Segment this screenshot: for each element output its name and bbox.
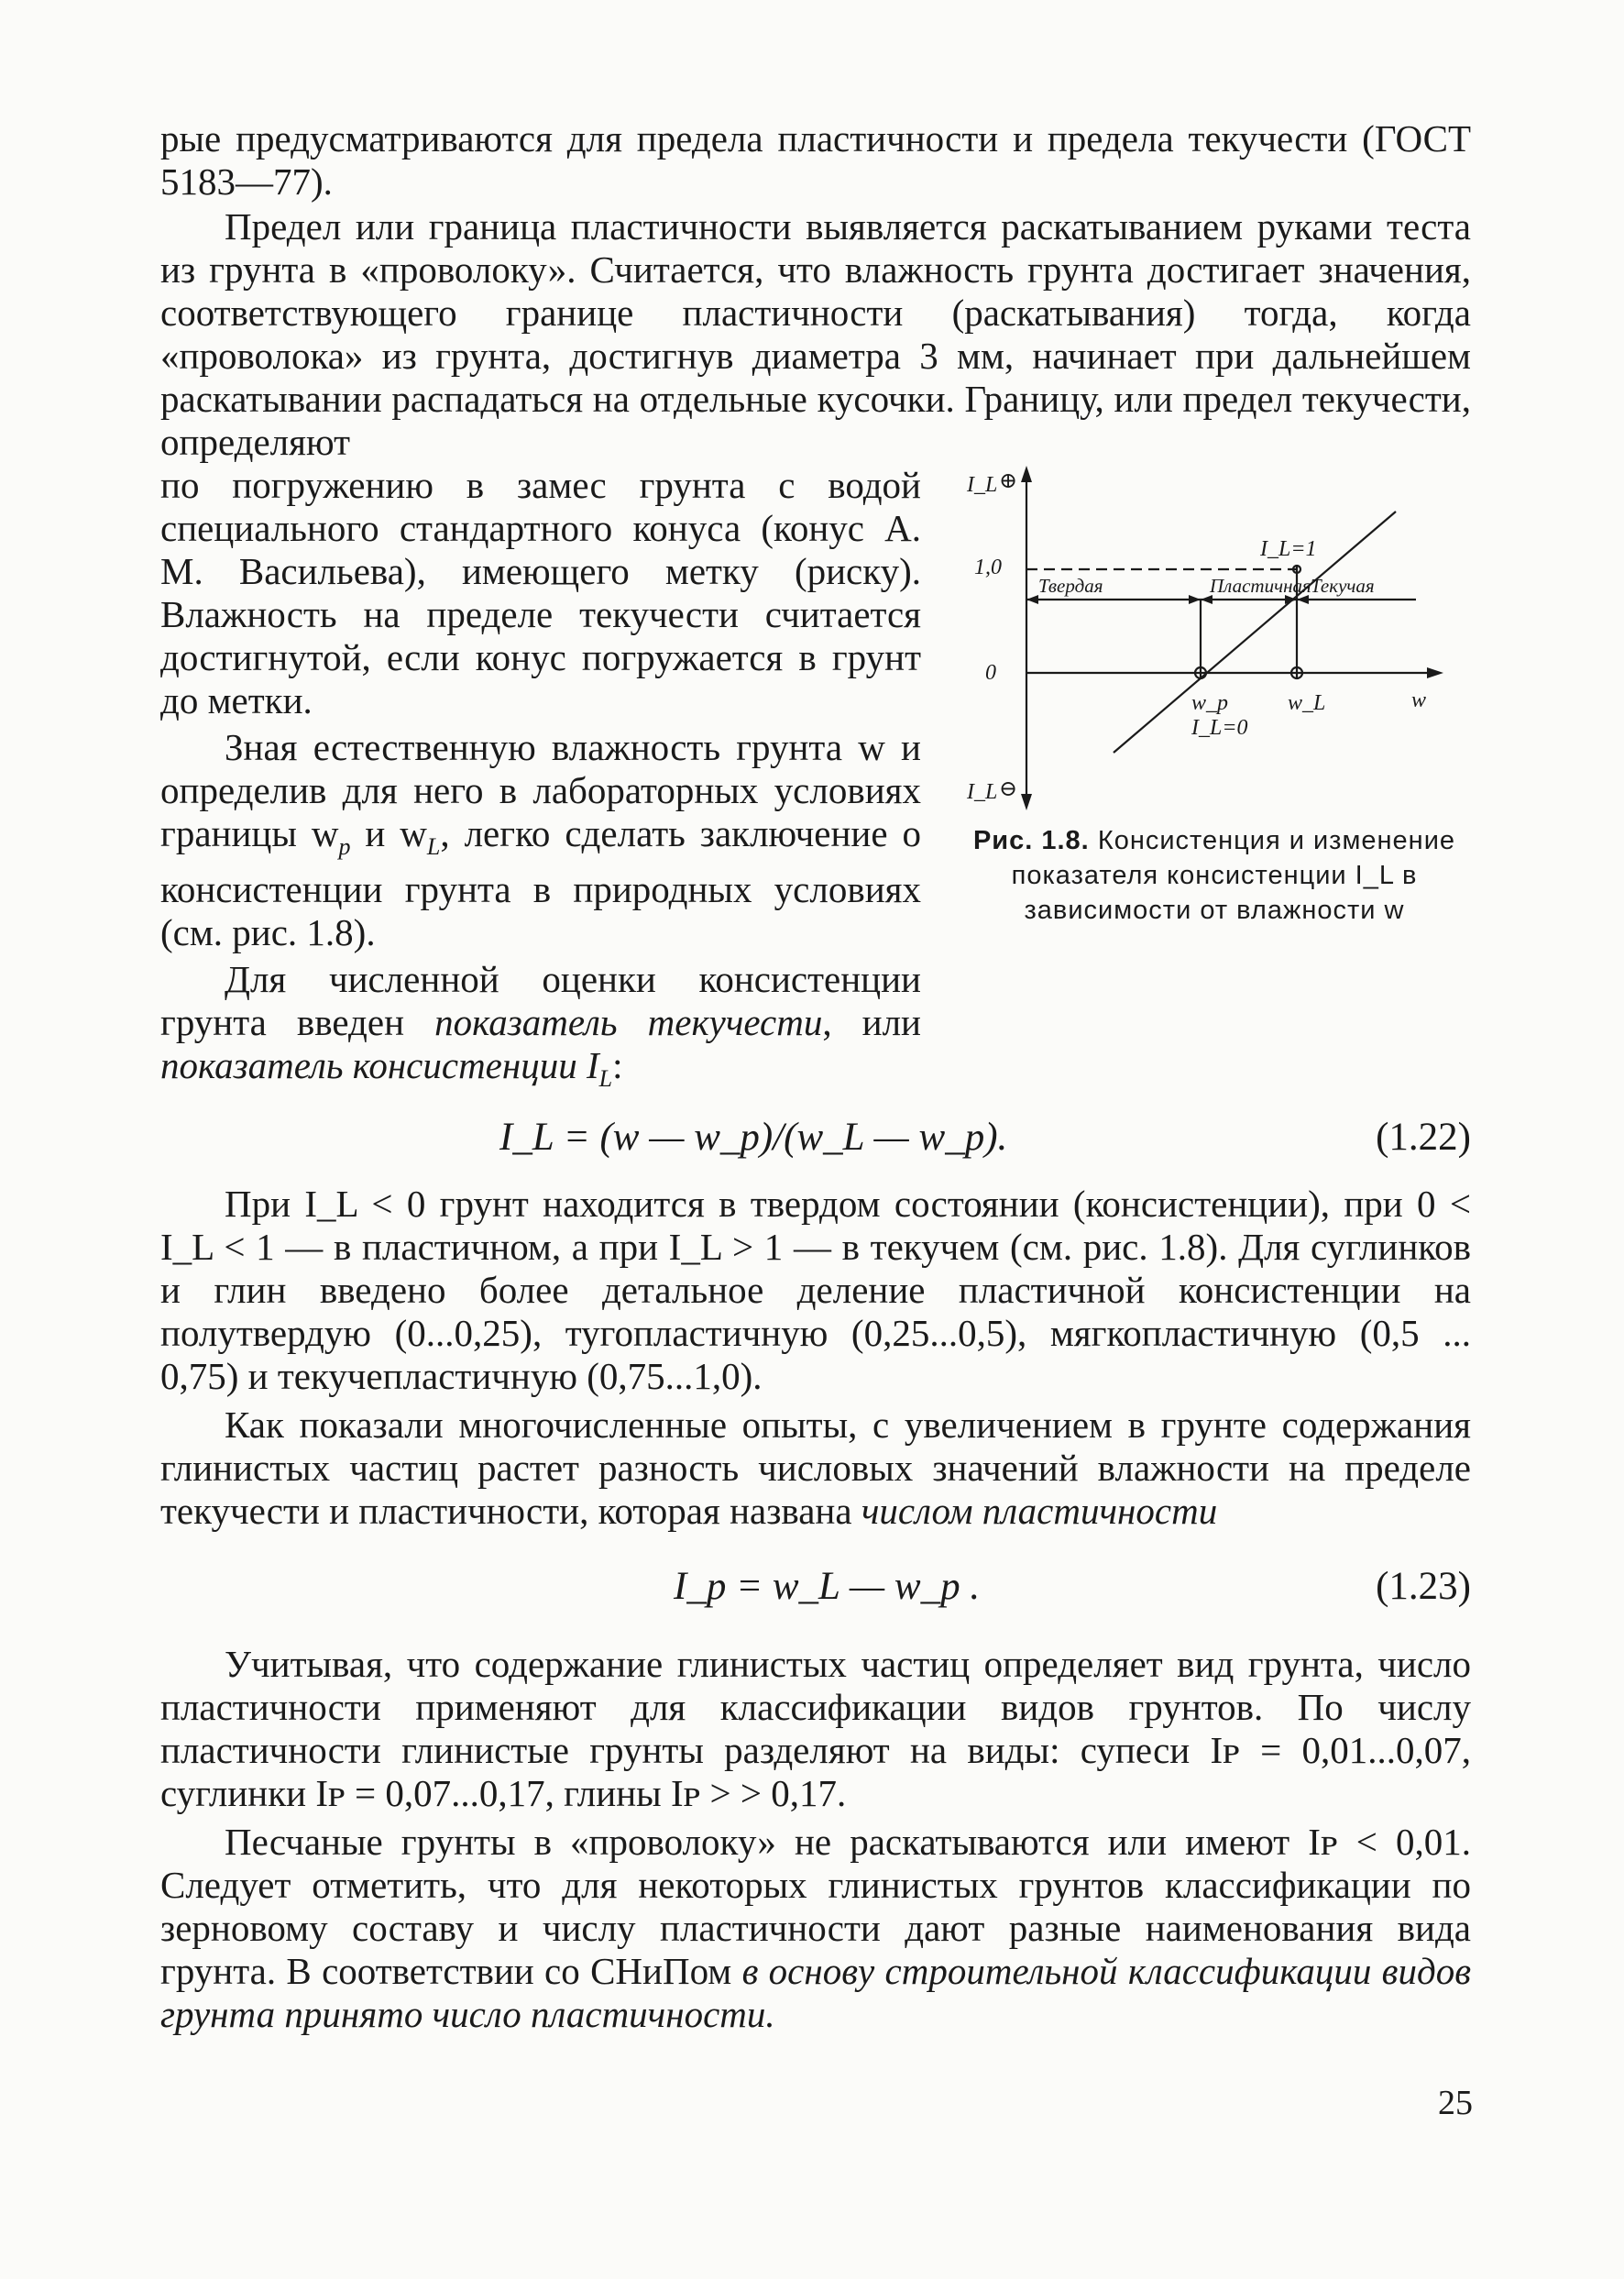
page-body — [160, 117, 1471, 2036]
paragraph-0: рые предусматриваются для предела пластичности и предела текучести (ГОСТ 5183—77). — [160, 117, 1471, 203]
zone-solid-label: Твердая — [1038, 575, 1103, 597]
tick-one: 1,0 — [974, 556, 1002, 579]
page-number: 25 — [1438, 2084, 1473, 2122]
il0-label: I_L=0 — [1191, 716, 1248, 740]
il-trend-line — [1114, 512, 1396, 753]
paragraph-5: При I_L < 0 грунт находится в твердом состоянии (консистенции), при 0 < I_L < 1 — в пластичном, а при I_L > 1 — в текучем (см. рис. 1.8). Для суглинков и глин введено более детальное деление пластичной консистенции на полутвердую (0...0,25), тугопластичную (0,25...0,5), мягкопластичную (0,5 ... 0,75) и текучепластичную (0,75...1,0). — [160, 1183, 1471, 1397]
zone-plastic-label: Пластичная — [1210, 575, 1311, 597]
paragraph-1: Предел или граница пластичности выявляется раскатыванием руками теста из грунта в «проволоку». Считается, что влажность грунта достигает значения, соответствующего границе пластичности (раскатывания) тогда, когда «проволока» из грунта, достигнув диаметра 3 мм, начинает при дальнейшем раскатывании распадаться на отдельные кусочки. Границу, или предел текучести, определяют — [160, 205, 1471, 463]
minus-sign: ⊖ — [999, 777, 1018, 801]
il1-label: I_L=1 — [1260, 537, 1317, 561]
figure-wrap-block — [160, 464, 1471, 1100]
paragraph-2: по погружению в замес грунта с водой специального стандартного конуса (конус А. М. Васильева), имеющего метку (риску). Влажность на пределе текучести считается достигнутой, если конус погружается в грунт до метки. — [160, 464, 921, 721]
left-column — [160, 464, 921, 1100]
equation-1-23: I_p = w_L — w_p . (1.23) — [674, 1565, 1471, 1608]
plus-sign: ⊕ — [999, 469, 1018, 493]
tick-zero: 0 — [985, 661, 996, 685]
paragraph-6: Как показали многочисленные опыты, с увеличением в грунте содержания глинистых частиц растет разность числовых значений влажности на пределе текучести и пластичности, которая названа числом пластичности — [160, 1404, 1471, 1532]
y-axis-label: I_L — [967, 473, 998, 497]
figure-1-8 — [958, 464, 1471, 928]
figure-caption: Рис. 1.8. Консистенция и изменение показателя консистенции I_L в зависимости от влажности w — [972, 826, 1456, 925]
y-axis-label-bottom: I_L — [967, 780, 998, 804]
wp-label: w_p — [1191, 691, 1229, 715]
equation-1-22: I_L = (w — w_p)/(w_L — w_p). (1.22) — [499, 1116, 1471, 1159]
wl-label: w_L — [1288, 691, 1326, 715]
zone-fluid-label: Текучая — [1311, 575, 1375, 597]
paragraph-7: Учитывая, что содержание глинистых частиц определяет вид грунта, число пластичности применяют для классификации видов грунтов. По числу пластичности глинистые грунты разделяют на виды: супеси Iᴘ = 0,01...0,07, суглинки Iᴘ = 0,07...0,17, глины Iᴘ > > 0,17. — [160, 1643, 1471, 1814]
paragraph-3: Зная естественную влажность грунта w и определив для него в лабораторных условиях границы $w_p$ и $w_L$, легко сделать заключение о консистенции грунта в природных условиях (см. рис. 1.8). — [160, 726, 921, 953]
paragraph-8: Песчаные грунты в «проволоку» не раскатываются или имеют Iᴘ < 0,01. Следует отметить, что для некоторых глинистых грунтов классификации по зерновому составу и числу пластичности дают разные наименования вида грунта. В соответствии со СНиПом в основу строительной классификации видов грунта принято число пластичности. — [160, 1821, 1472, 2035]
paragraph-4: Для численной оценки консистенции грунта введен показатель текучести, или показатель консистенции $I_L$: — [160, 958, 921, 1092]
consistency-diagram — [958, 464, 1471, 812]
x-axis-label: w — [1411, 688, 1427, 712]
